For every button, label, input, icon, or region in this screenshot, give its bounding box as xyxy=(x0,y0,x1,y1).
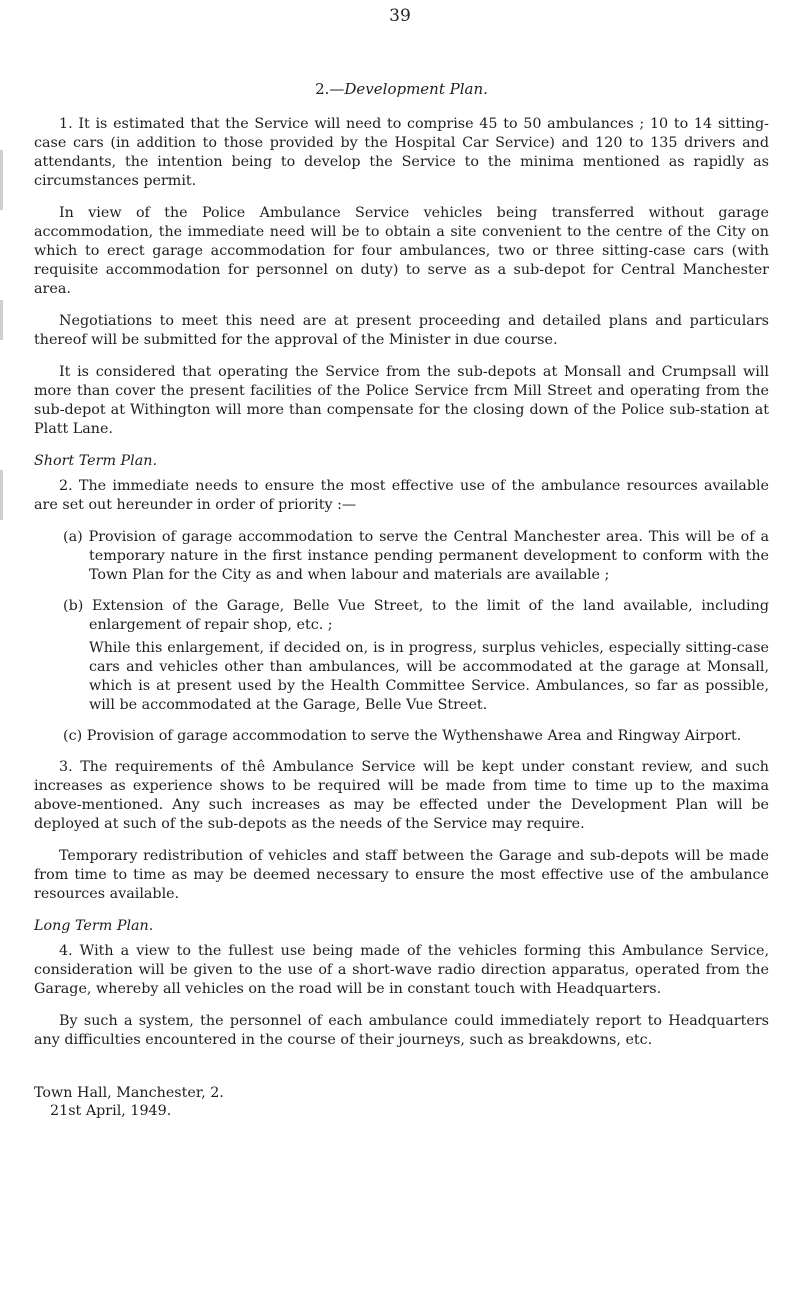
document-body xyxy=(34,80,769,1120)
paragraph-2: 2. The immediate needs to ensure the most effective use of the ambulance resources available are set out hereunder in order of priority :— xyxy=(34,478,769,513)
paragraph-negotiations: Negotiations to meet this need are at present proceeding and detailed plans and particulars thereof will be submitted for the approval of the Minister in due course. xyxy=(34,313,769,348)
scan-artifact xyxy=(0,470,3,520)
section-prefix: 2.— xyxy=(315,80,345,98)
signature-place: Town Hall, Manchester, 2. xyxy=(34,1085,224,1101)
scan-artifact xyxy=(0,150,3,210)
item-text: Provision of garage accommodation to serve the Central Manchester area. This will be of a temporary nature in the first instance pending permanent development to conform with the Town Plan for the City as and when labour and materials are available ; xyxy=(88,529,769,583)
paragraph-1: 1. It is estimated that the Service will need to comprise 45 to 50 ambulances ; 10 to 14 sitting-case cars (in addition to those provided by the Hospital Car Service) and 120 to 135 drivers and attendants, the intention being to develop the Service to the minima mentioned as rapidly as circumstances permit. xyxy=(34,116,769,189)
long-term-heading: Long Term Plan. xyxy=(34,918,154,934)
section-title-text: Development Plan. xyxy=(344,80,488,98)
item-text: Extension of the Garage, Belle Vue Street, to the limit of the land available, including enlargement of repair shop, etc. ; xyxy=(89,598,769,633)
paragraph-radio-system: By such a system, the personnel of each ambulance could immediately report to Headquarters any difficulties encountered in the course of their journeys, such as breakdowns, etc. xyxy=(34,1013,769,1048)
priority-item-c xyxy=(63,727,769,746)
item-label: (b) xyxy=(63,598,84,614)
scan-artifact xyxy=(0,300,3,340)
page-number: 39 xyxy=(389,6,411,26)
paragraph-3: 3. The requirements of thê Ambulance Service will be kept under constant review, and such increases as experience shows to be required will be made from time to time up to the maxima above-mentioned. Any such increases as may be effected under the Development Plan will be deployed at such of the sub-depots as the needs of the Service may require. xyxy=(34,759,769,832)
section-title xyxy=(34,80,769,99)
item-continuation: While this enlargement, if decided on, is in progress, surplus vehicles, especially sitting-case cars and vehicles other than ambulances, will be accommodated at the garage at Monsall, which is at present used by the Health Committee Service. Ambulances, so far as possible, will be accommodated at the Garage, Belle Vue Street. xyxy=(89,640,769,713)
priority-item-b xyxy=(63,597,769,715)
paragraph-sub-depots: It is considered that operating the Service from the sub-depots at Monsall and Crumpsall will more than cover the present facilities of the Police Service frcm Mill Street and operating from the sub-depot at Withington will more than compensate for the closing down of the Police sub-station at Platt Lane. xyxy=(34,364,769,437)
paragraph-police-vehicles: In view of the Police Ambulance Service vehicles being transferred without garage accommodation, the immediate need will be to obtain a site convenient to the centre of the City on which to erect garage accommodation for four ambulances, two or three sitting-case cars (with requisite accommodation for personnel on duty) to serve as a sub-depot for Central Manchester area. xyxy=(34,205,769,297)
item-label: (c) xyxy=(63,728,83,744)
short-term-heading: Short Term Plan. xyxy=(34,453,158,469)
signature-block xyxy=(34,1084,769,1120)
signature-date: 21st April, 1949. xyxy=(50,1103,172,1119)
paragraph-redistribution: Temporary redistribution of vehicles and staff between the Garage and sub-depots will be made from time to time as may be deemed necessary to ensure the most effective use of the ambulance resources available. xyxy=(34,848,769,902)
priority-item-a xyxy=(63,528,769,585)
item-label: (a) xyxy=(63,529,83,545)
item-text: Provision of garage accommodation to serve the Wythenshawe Area and Ringway Airport. xyxy=(86,728,742,744)
paragraph-4: 4. With a view to the fullest use being made of the vehicles forming this Ambulance Service, consideration will be given to the use of a short-wave radio direction apparatus, operated from the Garage, whereby all vehicles on the road will be in constant touch with Headquarters. xyxy=(34,943,769,997)
